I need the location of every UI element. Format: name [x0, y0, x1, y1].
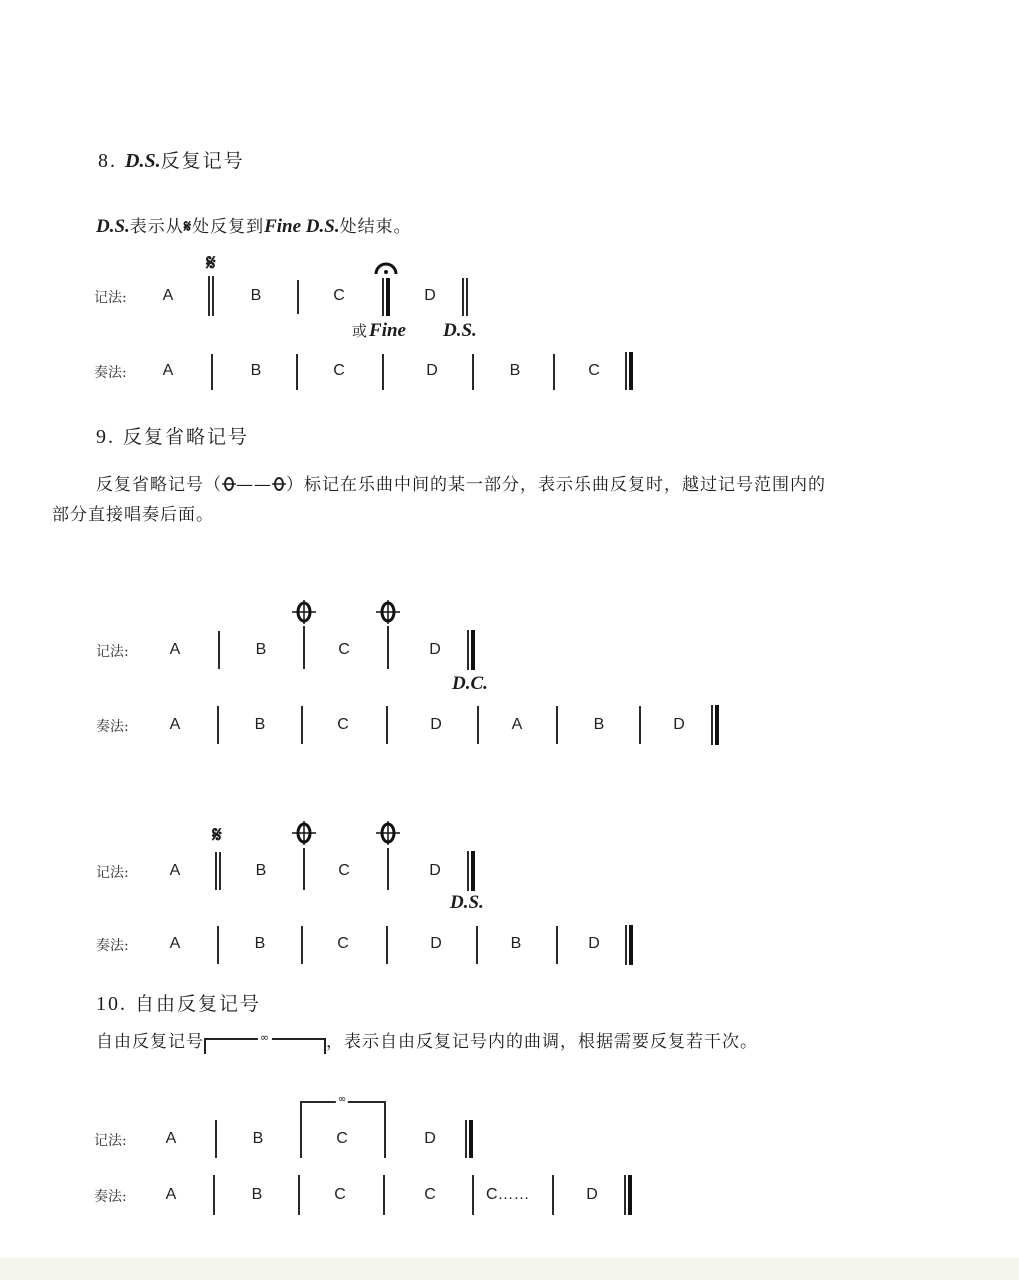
heading-text: 反复记号	[160, 150, 245, 172]
barline	[472, 354, 474, 390]
measure-letter: A	[162, 362, 174, 379]
desc-text: ）标记在乐曲中间的某一部分，表示乐曲反复时，越过记号范围内的	[286, 475, 826, 495]
final-barline	[465, 1120, 473, 1158]
barline	[296, 354, 298, 390]
measure-letter: D	[430, 935, 442, 952]
fermata-icon	[373, 258, 399, 276]
ds-marking: D.S.	[443, 320, 477, 341]
measure-letter: B	[250, 287, 262, 304]
section-8-description	[96, 212, 412, 238]
barline	[217, 926, 219, 964]
measure-letter: C	[336, 1130, 348, 1147]
row-label-notation: 记法:	[94, 1133, 127, 1149]
barline	[303, 626, 305, 669]
measure-letter: C……	[486, 1186, 530, 1203]
barline	[556, 926, 558, 964]
final-barline	[625, 352, 633, 390]
barline	[387, 626, 389, 669]
barline	[218, 631, 220, 669]
measure-letter: B	[509, 362, 521, 379]
section-9-description-line1	[96, 470, 826, 495]
heading-text: 自由反复记号	[135, 993, 262, 1015]
double-barline	[215, 852, 221, 890]
infinity-icon: ∞	[259, 1031, 271, 1044]
row-label-performance: 奏法:	[96, 719, 129, 735]
segno-icon: 𝄋	[212, 822, 222, 848]
barline	[303, 848, 305, 890]
measure-letter: C	[337, 935, 349, 952]
barline	[300, 1110, 302, 1158]
barline	[552, 1175, 554, 1215]
barline	[556, 706, 558, 744]
final-barline	[467, 851, 475, 891]
measure-letter: A	[169, 935, 181, 952]
final-barline	[711, 705, 719, 745]
final-barline	[382, 278, 390, 316]
barline	[639, 706, 641, 744]
barline	[476, 926, 478, 964]
measure-letter: C	[424, 1186, 436, 1203]
barline	[213, 1175, 215, 1215]
measure-letter: D	[424, 287, 436, 304]
heading-number: 8.	[98, 150, 117, 172]
fine-text: Fine	[369, 320, 406, 341]
barline	[383, 1175, 385, 1215]
coda-icon	[375, 820, 401, 846]
desc-ds: D.S.	[96, 216, 130, 237]
heading-number: 10.	[96, 993, 127, 1015]
double-barline	[208, 276, 214, 316]
or-text: 或	[352, 322, 368, 340]
ds-marking: D.S.	[450, 892, 484, 913]
fine-marking	[352, 320, 406, 342]
final-barline	[624, 1175, 632, 1215]
heading-number: 9.	[96, 426, 115, 448]
barline	[298, 1175, 300, 1215]
desc-text: 反复省略记号（	[96, 475, 222, 495]
measure-letter: B	[250, 362, 262, 379]
measure-letter: B	[510, 935, 522, 952]
measure-letter: C	[338, 862, 350, 879]
barline	[217, 706, 219, 744]
measure-letter: D	[429, 641, 441, 658]
measure-letter: A	[169, 862, 181, 879]
measure-letter: D	[424, 1130, 436, 1147]
final-barline	[625, 925, 633, 965]
section-10-description	[96, 1027, 758, 1053]
barline	[215, 1120, 217, 1158]
section-9-description-line2: 部分直接唱奏后面。	[52, 505, 214, 525]
row-label-notation: 记法:	[96, 644, 129, 660]
barline	[301, 926, 303, 964]
row-label-notation: 记法:	[94, 290, 127, 306]
double-barline	[462, 278, 468, 316]
measure-letter: B	[252, 1130, 264, 1147]
page-bottom-band	[0, 1258, 1019, 1280]
barline	[386, 706, 388, 744]
segno-icon: 𝄋	[183, 217, 193, 237]
barline	[387, 848, 389, 890]
measure-letter: A	[169, 641, 181, 658]
coda-icon	[272, 476, 286, 492]
desc-text: 处结束。	[339, 217, 412, 237]
measure-letter: D	[673, 716, 685, 733]
measure-letter: B	[593, 716, 605, 733]
section-9-heading	[96, 422, 249, 449]
measure-letter: A	[511, 716, 523, 733]
barline	[386, 926, 388, 964]
coda-icon	[222, 476, 236, 492]
heading-text: 反复省略记号	[123, 426, 250, 448]
barline	[297, 280, 299, 314]
section-8-heading	[98, 146, 245, 173]
row-label-performance: 奏法:	[94, 365, 127, 381]
measure-letter: A	[162, 287, 174, 304]
row-label-notation: 记法:	[96, 865, 129, 881]
row-label-performance: 奏法:	[94, 1189, 127, 1205]
measure-letter: C	[333, 287, 345, 304]
infinity-icon: ∞	[337, 1094, 347, 1105]
measure-letter: B	[255, 641, 267, 658]
barline	[472, 1175, 474, 1215]
final-barline	[467, 630, 475, 670]
desc-text: ，表示自由反复记号内的曲调，根据需要反复若干次。	[326, 1032, 758, 1052]
barline	[384, 1110, 386, 1158]
measure-letter: D	[429, 862, 441, 879]
desc-text: 表示从	[129, 217, 184, 237]
coda-icon	[375, 599, 401, 625]
segno-icon: 𝄋	[206, 250, 216, 276]
barline	[301, 706, 303, 744]
measure-letter: C	[334, 1186, 346, 1203]
measure-letter: A	[169, 716, 181, 733]
measure-letter: C	[588, 362, 600, 379]
measure-letter: B	[254, 935, 266, 952]
dc-marking: D.C.	[452, 673, 488, 694]
desc-dash: ——	[236, 475, 272, 495]
measure-letter: C	[337, 716, 349, 733]
measure-letter: D	[430, 716, 442, 733]
coda-icon	[291, 599, 317, 625]
measure-letter: C	[338, 641, 350, 658]
barline	[553, 354, 555, 390]
row-label-performance: 奏法:	[96, 938, 129, 954]
desc-fine-ds: Fine D.S.	[264, 216, 340, 237]
section-10-heading	[96, 989, 261, 1016]
measure-letter: B	[251, 1186, 263, 1203]
free-repeat-bracket-icon	[204, 1031, 326, 1053]
desc-text: 自由反复记号	[96, 1032, 204, 1052]
barline	[477, 706, 479, 744]
barline	[211, 354, 213, 390]
desc-text: 处反复到	[192, 217, 265, 237]
measure-letter: D	[588, 935, 600, 952]
heading-italic-ds: D.S.	[125, 150, 161, 172]
measure-letter: B	[254, 716, 266, 733]
measure-letter: C	[333, 362, 345, 379]
coda-icon	[291, 820, 317, 846]
measure-letter: D	[426, 362, 438, 379]
measure-letter: A	[165, 1186, 177, 1203]
measure-letter: B	[255, 862, 267, 879]
measure-letter: A	[165, 1130, 177, 1147]
measure-letter: D	[586, 1186, 598, 1203]
barline	[382, 354, 384, 390]
